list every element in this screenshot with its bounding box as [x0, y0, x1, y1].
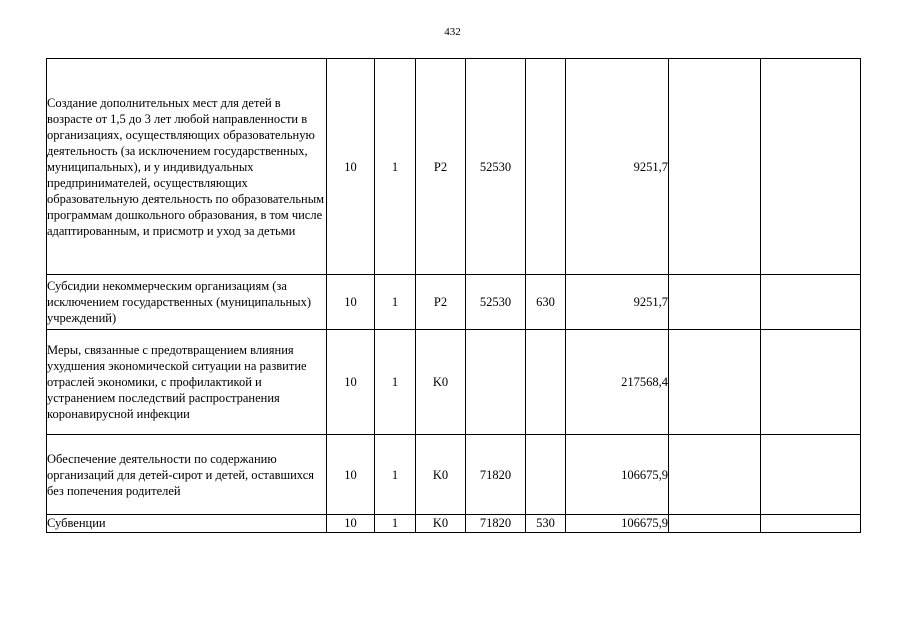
- row-amount: 106675,9: [566, 515, 669, 533]
- row-subsection: 1: [375, 330, 416, 435]
- row-empty-cell: [761, 515, 861, 533]
- row-empty-cell: [761, 435, 861, 515]
- row-section: 10: [327, 275, 375, 330]
- row-empty-cell: [761, 330, 861, 435]
- row-expense-type: [526, 435, 566, 515]
- row-amount: 9251,7: [566, 59, 669, 275]
- table-row: [47, 515, 861, 533]
- row-item: 52530: [466, 275, 526, 330]
- row-program: K0: [416, 515, 466, 533]
- row-item: 52530: [466, 59, 526, 275]
- row-empty-cell: [669, 59, 761, 275]
- row-expense-type: 530: [526, 515, 566, 533]
- row-empty-cell: [761, 59, 861, 275]
- row-item: [466, 330, 526, 435]
- row-subsection: 1: [375, 515, 416, 533]
- row-empty-cell: [669, 435, 761, 515]
- row-subsection: 1: [375, 275, 416, 330]
- budget-table: [46, 58, 861, 533]
- row-description: Субсидии некоммерческим организациям (за исключением государственных (муниципальных) учреждений): [47, 275, 327, 330]
- row-expense-type: [526, 330, 566, 435]
- table-row: [47, 435, 861, 515]
- row-section: 10: [327, 330, 375, 435]
- row-subsection: 1: [375, 59, 416, 275]
- row-empty-cell: [669, 515, 761, 533]
- table-row: [47, 330, 861, 435]
- row-description: Субвенции: [47, 515, 327, 533]
- row-program: K0: [416, 330, 466, 435]
- row-section: 10: [327, 59, 375, 275]
- row-program: K0: [416, 435, 466, 515]
- table-row: [47, 275, 861, 330]
- row-empty-cell: [761, 275, 861, 330]
- row-expense-type: 630: [526, 275, 566, 330]
- row-description: Обеспечение деятельности по содержанию организаций для детей-сирот и детей, оставшихся без попечения родителей: [47, 435, 327, 515]
- row-item: 71820: [466, 515, 526, 533]
- row-amount: 217568,4: [566, 330, 669, 435]
- row-expense-type: [526, 59, 566, 275]
- row-item: 71820: [466, 435, 526, 515]
- row-program: P2: [416, 59, 466, 275]
- row-subsection: 1: [375, 435, 416, 515]
- row-section: 10: [327, 515, 375, 533]
- table-row: [47, 59, 861, 275]
- page-number: 432: [444, 26, 461, 38]
- row-description: Меры, связанные с предотвращением влияния ухудшения экономической ситуации на развитие отраслей экономики, с профилактикой и устранением последствий распространения коронавирусной инфекции: [47, 330, 327, 435]
- row-section: 10: [327, 435, 375, 515]
- row-empty-cell: [669, 330, 761, 435]
- row-amount: 106675,9: [566, 435, 669, 515]
- row-amount: 9251,7: [566, 275, 669, 330]
- row-description: Создание дополнительных мест для детей в возрасте от 1,5 до 3 лет любой направленности в организациях, осуществляющих образовательную деятельность (за исключением государственных, муниципальных), и у индивидуальных предпринимателей, осуществляющих образовательную деятельность по образовательным программам дошкольного образования, в том числе адаптированным, и присмотр и уход за детьми: [47, 59, 327, 275]
- row-empty-cell: [669, 275, 761, 330]
- row-program: P2: [416, 275, 466, 330]
